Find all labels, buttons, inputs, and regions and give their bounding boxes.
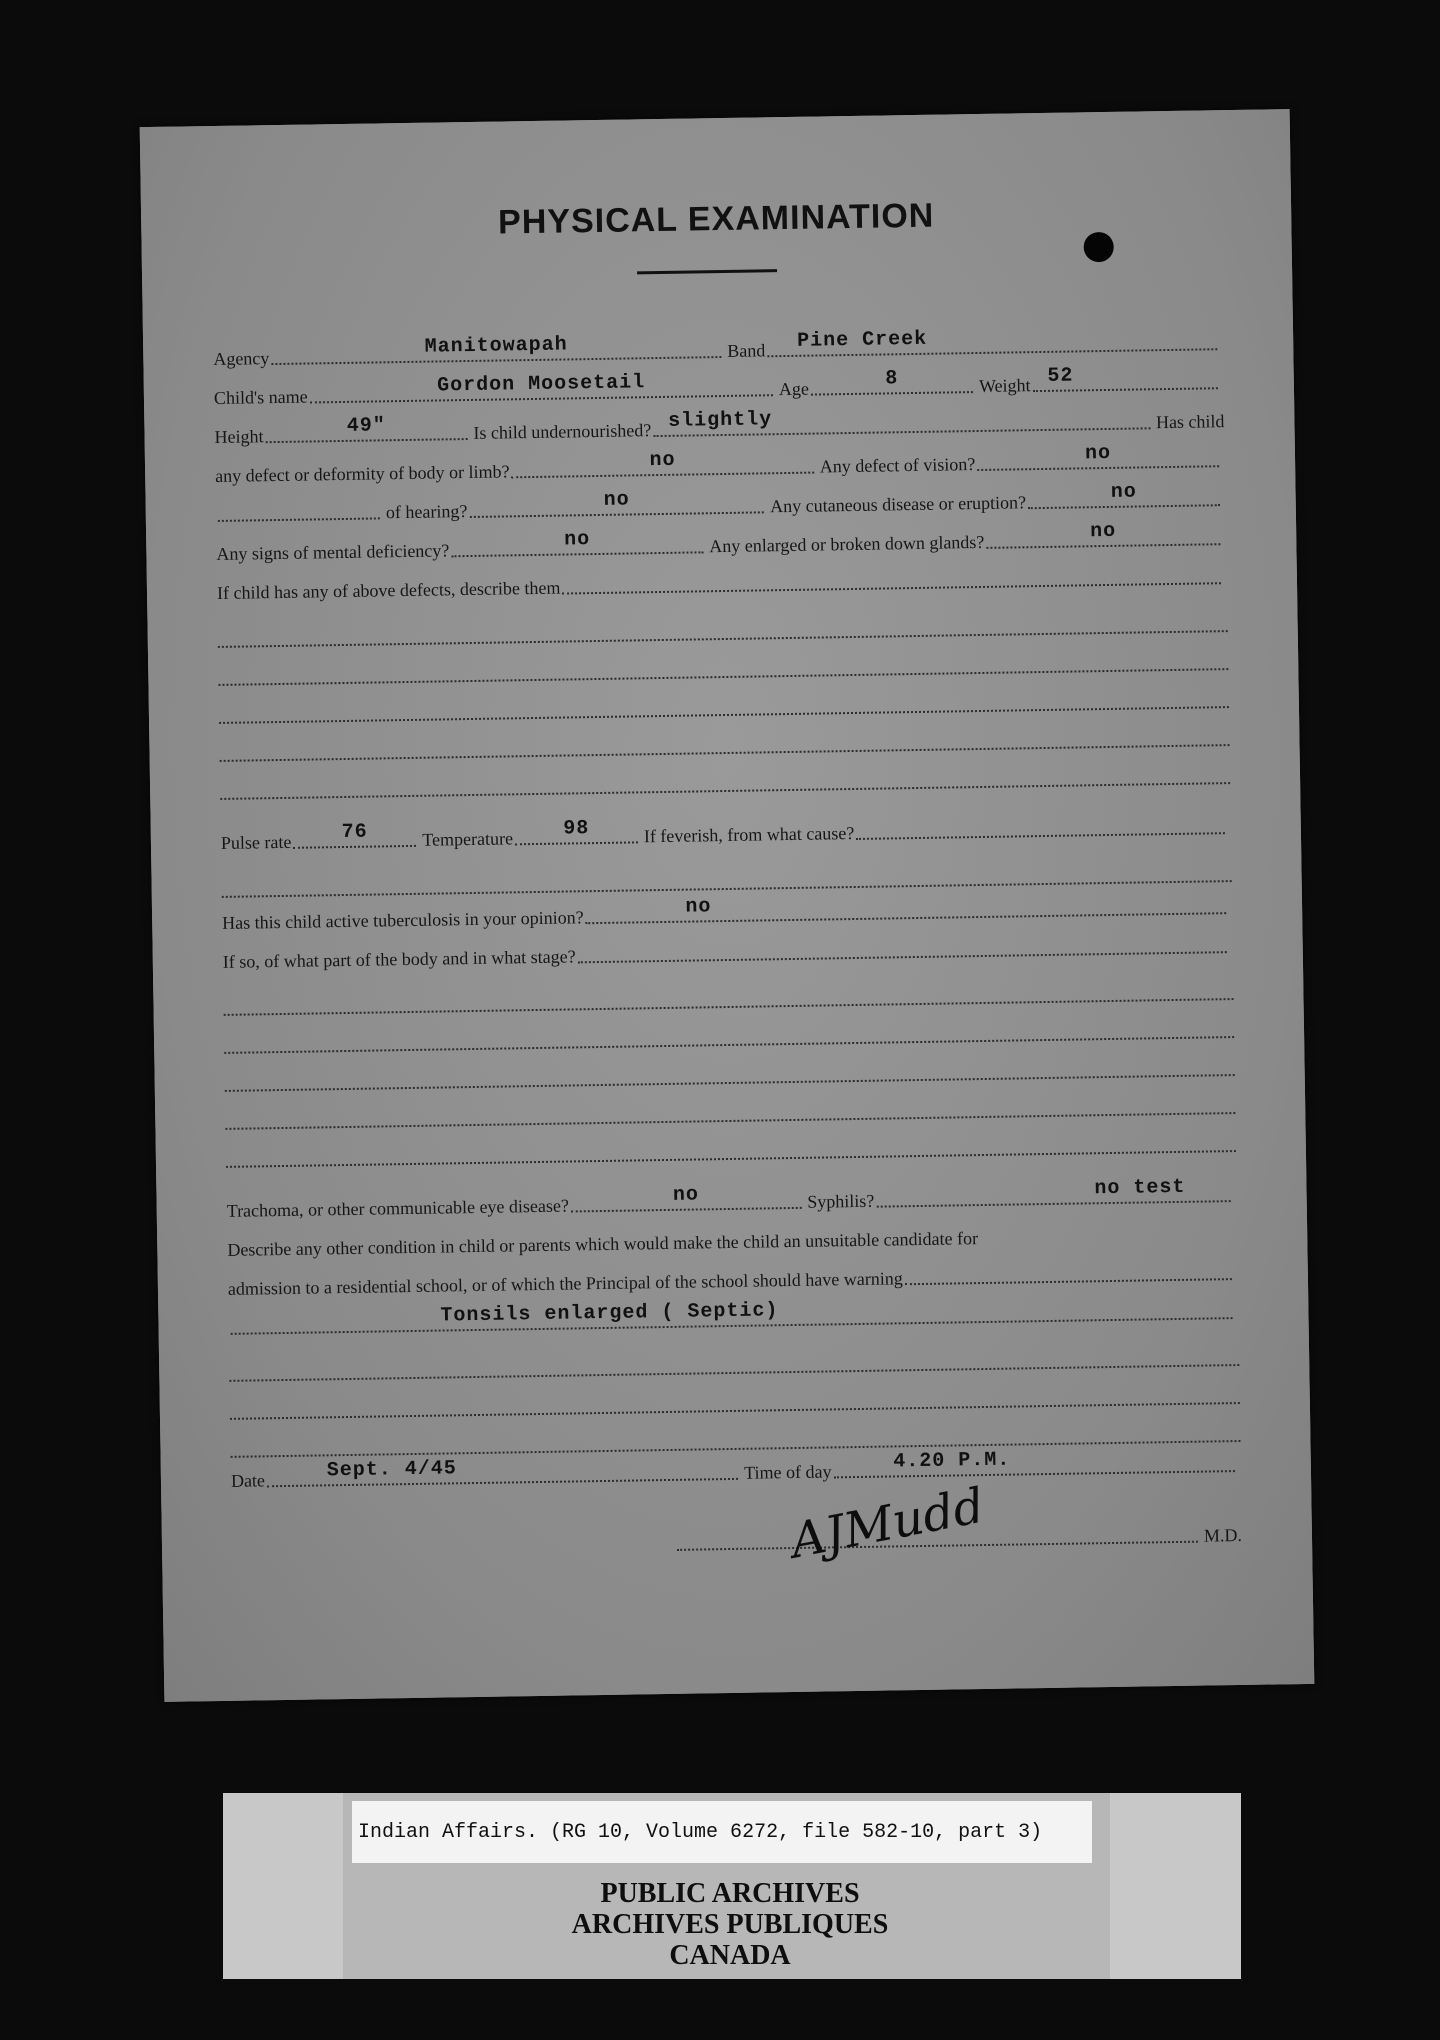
- blank-line: [218, 630, 1228, 648]
- feverish-label: If feverish, from what cause?: [643, 822, 855, 847]
- blank-line: [230, 1402, 1240, 1420]
- trachoma-label: Trachoma, or other communicable eye disease?: [226, 1195, 570, 1221]
- date-label: Date: [230, 1470, 266, 1491]
- hearing-value: no: [603, 488, 630, 512]
- archive-reference: Indian Affairs. (RG 10, Volume 6272, file 582-10, part 3): [352, 1801, 1092, 1863]
- cutaneous-label: Any cutaneous disease or eruption?: [770, 492, 1027, 517]
- archive-stamp: [460, 1878, 1000, 1971]
- examination-form: [140, 109, 1315, 1702]
- pulse-value: 76: [341, 820, 368, 845]
- blank-line: [229, 1364, 1239, 1382]
- archive-line-1: PUBLIC ARCHIVES: [600, 1878, 860, 1909]
- archive-line-3: CANADA: [669, 1940, 791, 1971]
- defect-body-label: any defect or deformity of body or limb?: [215, 461, 510, 486]
- tuberculosis-label: Has this child active tuberculosis in your opinion?: [222, 907, 584, 933]
- weight-value: 52: [1047, 364, 1074, 388]
- blank-line: [224, 1036, 1234, 1054]
- row-signature: [232, 1510, 1242, 1562]
- other-condition-label-1: Describe any other condition in child or parents which would make the child an unsuitable candidate for: [227, 1228, 979, 1260]
- form-title: PHYSICAL EXAMINATION: [497, 196, 935, 242]
- blank-line: [218, 668, 1228, 686]
- cutaneous-value: no: [1110, 480, 1137, 504]
- mental-label: Any signs of mental deficiency?: [216, 540, 450, 564]
- undernourished-label: Is child undernourished?: [473, 420, 652, 443]
- pulse-label: Pulse rate: [220, 831, 292, 853]
- has-child-label: Has child: [1155, 411, 1225, 433]
- plate-edge-left: [223, 1793, 343, 1979]
- other-condition-label-2: admission to a residential school, or of which the Principal of the school should have warning: [227, 1268, 903, 1299]
- weight-label: Weight: [978, 375, 1031, 396]
- childs-name-label: Child's name: [213, 386, 308, 408]
- plate-edge-right: [1110, 1793, 1241, 1979]
- temperature-label: Temperature: [422, 828, 514, 850]
- undernourished-value: slightly: [667, 408, 773, 433]
- blank-line: [219, 706, 1229, 724]
- glands-value: no: [1089, 519, 1117, 544]
- defect-body-value: no: [649, 448, 676, 473]
- punch-hole: [1083, 232, 1113, 262]
- childs-name-value: Gordon Moosetail: [436, 371, 646, 398]
- blank-line: [224, 998, 1234, 1016]
- blank-line: [226, 1150, 1236, 1168]
- other-condition-value: Tonsils enlarged ( Septic): [440, 1299, 779, 1328]
- date-value: Sept. 4/45: [326, 1457, 458, 1483]
- syphilis-value: no test: [1094, 1175, 1186, 1201]
- time-of-day-value: 4.20 P.M.: [893, 1448, 1011, 1474]
- blank-line: [225, 1074, 1235, 1092]
- hearing-label: of hearing?: [385, 501, 468, 523]
- tb-stage-label: If so, of what part of the body and in what stage?: [222, 946, 576, 972]
- blank-line: [220, 744, 1230, 762]
- row-pulse: [221, 802, 1231, 854]
- defect-vision-value: no: [1084, 441, 1112, 466]
- agency-value: Manitowapah: [424, 333, 568, 359]
- mental-value: no: [563, 528, 591, 552]
- title-underline: [637, 269, 777, 274]
- time-of-day-label: Time of day: [743, 1461, 832, 1483]
- row-date: [231, 1440, 1241, 1492]
- describe-defects-label: If child has any of above defects, describe them: [216, 577, 561, 603]
- age-label: Age: [778, 378, 810, 400]
- band-value: Pine Creek: [796, 327, 928, 353]
- blank-line: [225, 1112, 1235, 1130]
- blank-line: [220, 782, 1230, 800]
- physician-signature: AJMudd: [786, 1477, 989, 1570]
- temperature-value: 98: [563, 817, 590, 841]
- glands-label: Any enlarged or broken down glands?: [709, 531, 985, 557]
- height-label: Height: [214, 426, 264, 447]
- trachoma-value: no: [672, 1183, 700, 1207]
- archive-line-2: ARCHIVES PUBLIQUES: [571, 1909, 889, 1940]
- height-value: 49": [346, 414, 387, 438]
- syphilis-label: Syphilis?: [807, 1190, 875, 1212]
- band-label: Band: [727, 340, 766, 361]
- tuberculosis-value: no: [685, 895, 712, 919]
- md-label: M.D.: [1203, 1524, 1243, 1546]
- agency-label: Agency: [213, 348, 270, 369]
- age-value: 8: [885, 367, 899, 391]
- defect-vision-label: Any defect of vision?: [819, 454, 976, 477]
